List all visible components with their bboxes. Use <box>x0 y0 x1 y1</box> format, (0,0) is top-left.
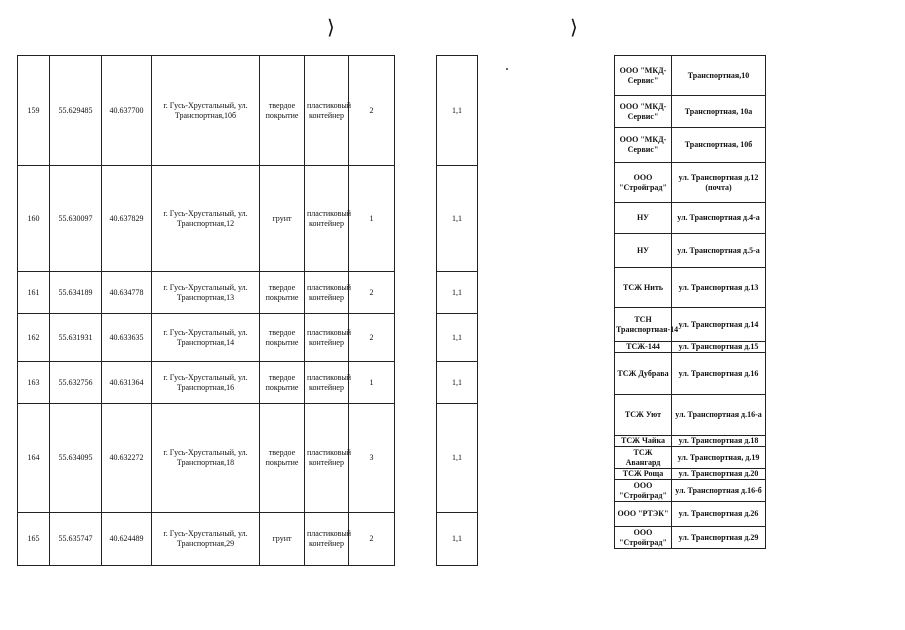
cell-vol: 1,1 <box>437 513 478 566</box>
cell-addr: ул. Транспортная д.13 <box>672 268 766 308</box>
table-row <box>615 436 766 447</box>
cell-org: ООО "МКД-Сервис" <box>615 56 672 96</box>
cell-vol: 1,1 <box>437 314 478 362</box>
cell-lat: 55.634189 <box>50 272 102 314</box>
table-row <box>615 308 766 342</box>
cell-addr: ул. Транспортная д.14 <box>672 308 766 342</box>
table-row <box>615 480 766 502</box>
cell-count: 1 <box>349 166 395 272</box>
cell-surface: твердое покрытие <box>260 56 305 166</box>
cell-count: 2 <box>349 513 395 566</box>
cell-lat: 55.632756 <box>50 362 102 404</box>
cell-container: пластиковый контейнер <box>305 362 349 404</box>
cell-addr: г. Гусь-Хрустальный, ул. Транспортная,14 <box>152 314 260 362</box>
cell-num: 163 <box>18 362 50 404</box>
table-row <box>615 268 766 308</box>
cell-org: ТСЖ Нить <box>615 268 672 308</box>
cell-org: НУ <box>615 203 672 234</box>
cell-vol: 1,1 <box>437 166 478 272</box>
table-row <box>437 166 478 272</box>
cell-container: пластиковый контейнер <box>305 404 349 513</box>
table-row <box>437 314 478 362</box>
cell-num: 160 <box>18 166 50 272</box>
cell-addr: г. Гусь-Хрустальный, ул. Транспортная,29 <box>152 513 260 566</box>
table-row <box>615 342 766 353</box>
table-row <box>615 203 766 234</box>
cell-surface: твердое покрытие <box>260 404 305 513</box>
cell-container: пластиковый контейнер <box>305 166 349 272</box>
table-row <box>437 56 478 166</box>
cell-num: 162 <box>18 314 50 362</box>
table-row <box>18 314 395 362</box>
organization-table <box>614 55 766 549</box>
table-row <box>615 56 766 96</box>
cell-vol: 1,1 <box>437 362 478 404</box>
cell-org: ТСЖ-144 <box>615 342 672 353</box>
cell-surface: твердое покрытие <box>260 272 305 314</box>
cell-org: ТСЖ Дубрава <box>615 353 672 395</box>
table-row <box>18 56 395 166</box>
cell-org: ТСЖ Чайка <box>615 436 672 447</box>
table-row <box>18 362 395 404</box>
cell-lon: 40.634778 <box>102 272 152 314</box>
table-row <box>18 404 395 513</box>
cell-addr: Транспортная, 10а <box>672 96 766 128</box>
cell-addr: ул. Транспортная д.16-а <box>672 395 766 436</box>
cell-lon: 40.631364 <box>102 362 152 404</box>
cell-count: 2 <box>349 272 395 314</box>
cell-vol: 1,1 <box>437 56 478 166</box>
cell-count: 1 <box>349 362 395 404</box>
cell-container: пластиковый контейнер <box>305 56 349 166</box>
scan-dot <box>506 68 508 70</box>
cell-container: пластиковый контейнер <box>305 272 349 314</box>
cell-org: ООО "Стройград" <box>615 480 672 502</box>
cell-addr: ул. Транспортная д.26 <box>672 502 766 527</box>
cell-org: ООО "Стройград" <box>615 163 672 203</box>
table-row <box>615 527 766 549</box>
cell-num: 159 <box>18 56 50 166</box>
cell-addr: ул. Транспортная д.29 <box>672 527 766 549</box>
cell-org: ТСН Транспортная-14 <box>615 308 672 342</box>
cell-surface: твердое покрытие <box>260 314 305 362</box>
cell-num: 161 <box>18 272 50 314</box>
table-row <box>18 272 395 314</box>
cell-lon: 40.632272 <box>102 404 152 513</box>
cell-org: ООО "МКД-Сервис" <box>615 96 672 128</box>
page-mark-right: ⟩ <box>570 17 578 39</box>
table-row <box>615 395 766 436</box>
cell-addr: ул. Транспортная д.15 <box>672 342 766 353</box>
cell-addr: г. Гусь-Хрустальный, ул. Транспортная,10б <box>152 56 260 166</box>
cell-addr: ул. Транспортная д.20 <box>672 469 766 480</box>
cell-lon: 40.624489 <box>102 513 152 566</box>
cell-addr: ул. Транспортная, д.19 <box>672 447 766 469</box>
cell-lon: 40.637829 <box>102 166 152 272</box>
cell-org: ТСЖ Авангард <box>615 447 672 469</box>
cell-org: ТСЖ Роща <box>615 469 672 480</box>
cell-vol: 1,1 <box>437 404 478 513</box>
cell-container: пластиковый контейнер <box>305 314 349 362</box>
cell-count: 3 <box>349 404 395 513</box>
table-row <box>615 469 766 480</box>
cell-lat: 55.635747 <box>50 513 102 566</box>
volume-table <box>436 55 478 566</box>
cell-org: НУ <box>615 234 672 268</box>
cell-surface: грунт <box>260 166 305 272</box>
cell-num: 165 <box>18 513 50 566</box>
cell-lon: 40.637700 <box>102 56 152 166</box>
table-row <box>615 128 766 163</box>
cell-addr: ул. Транспортная д.16 <box>672 353 766 395</box>
table-row <box>18 513 395 566</box>
cell-surface: грунт <box>260 513 305 566</box>
table-row <box>615 447 766 469</box>
table-row <box>437 404 478 513</box>
cell-org: ТСЖ Уют <box>615 395 672 436</box>
cell-lat: 55.629485 <box>50 56 102 166</box>
cell-lat: 55.630097 <box>50 166 102 272</box>
cell-addr: Транспортная, 10б <box>672 128 766 163</box>
cell-addr: ул. Транспортная д.16-б <box>672 480 766 502</box>
page-mark-left: ⟩ <box>327 17 335 39</box>
cell-addr: г. Гусь-Хрустальный, ул. Транспортная,16 <box>152 362 260 404</box>
cell-addr: ул. Транспортная д.4-а <box>672 203 766 234</box>
main-table <box>17 55 395 566</box>
cell-addr: г. Гусь-Хрустальный, ул. Транспортная,12 <box>152 166 260 272</box>
table-row <box>437 513 478 566</box>
table-row <box>437 272 478 314</box>
cell-count: 2 <box>349 314 395 362</box>
cell-addr: ул. Транспортная д.12 (почта) <box>672 163 766 203</box>
cell-addr: ул. Транспортная д.5-а <box>672 234 766 268</box>
table-row <box>615 163 766 203</box>
cell-surface: твердое покрытие <box>260 362 305 404</box>
cell-container: пластиковый контейнер <box>305 513 349 566</box>
table-row <box>437 362 478 404</box>
cell-lat: 55.634095 <box>50 404 102 513</box>
cell-lat: 55.631931 <box>50 314 102 362</box>
cell-addr: Транспортная,10 <box>672 56 766 96</box>
table-row <box>18 166 395 272</box>
table-row <box>615 234 766 268</box>
cell-addr: г. Гусь-Хрустальный, ул. Транспортная,13 <box>152 272 260 314</box>
cell-org: ООО "МКД-Сервис" <box>615 128 672 163</box>
cell-org: ООО "РТЭК" <box>615 502 672 527</box>
table-row <box>615 353 766 395</box>
cell-count: 2 <box>349 56 395 166</box>
cell-addr: ул. Транспортная д.18 <box>672 436 766 447</box>
cell-org: ООО "Стройград" <box>615 527 672 549</box>
cell-vol: 1,1 <box>437 272 478 314</box>
cell-num: 164 <box>18 404 50 513</box>
cell-addr: г. Гусь-Хрустальный, ул. Транспортная,18 <box>152 404 260 513</box>
table-row <box>615 96 766 128</box>
cell-lon: 40.633635 <box>102 314 152 362</box>
table-row <box>615 502 766 527</box>
